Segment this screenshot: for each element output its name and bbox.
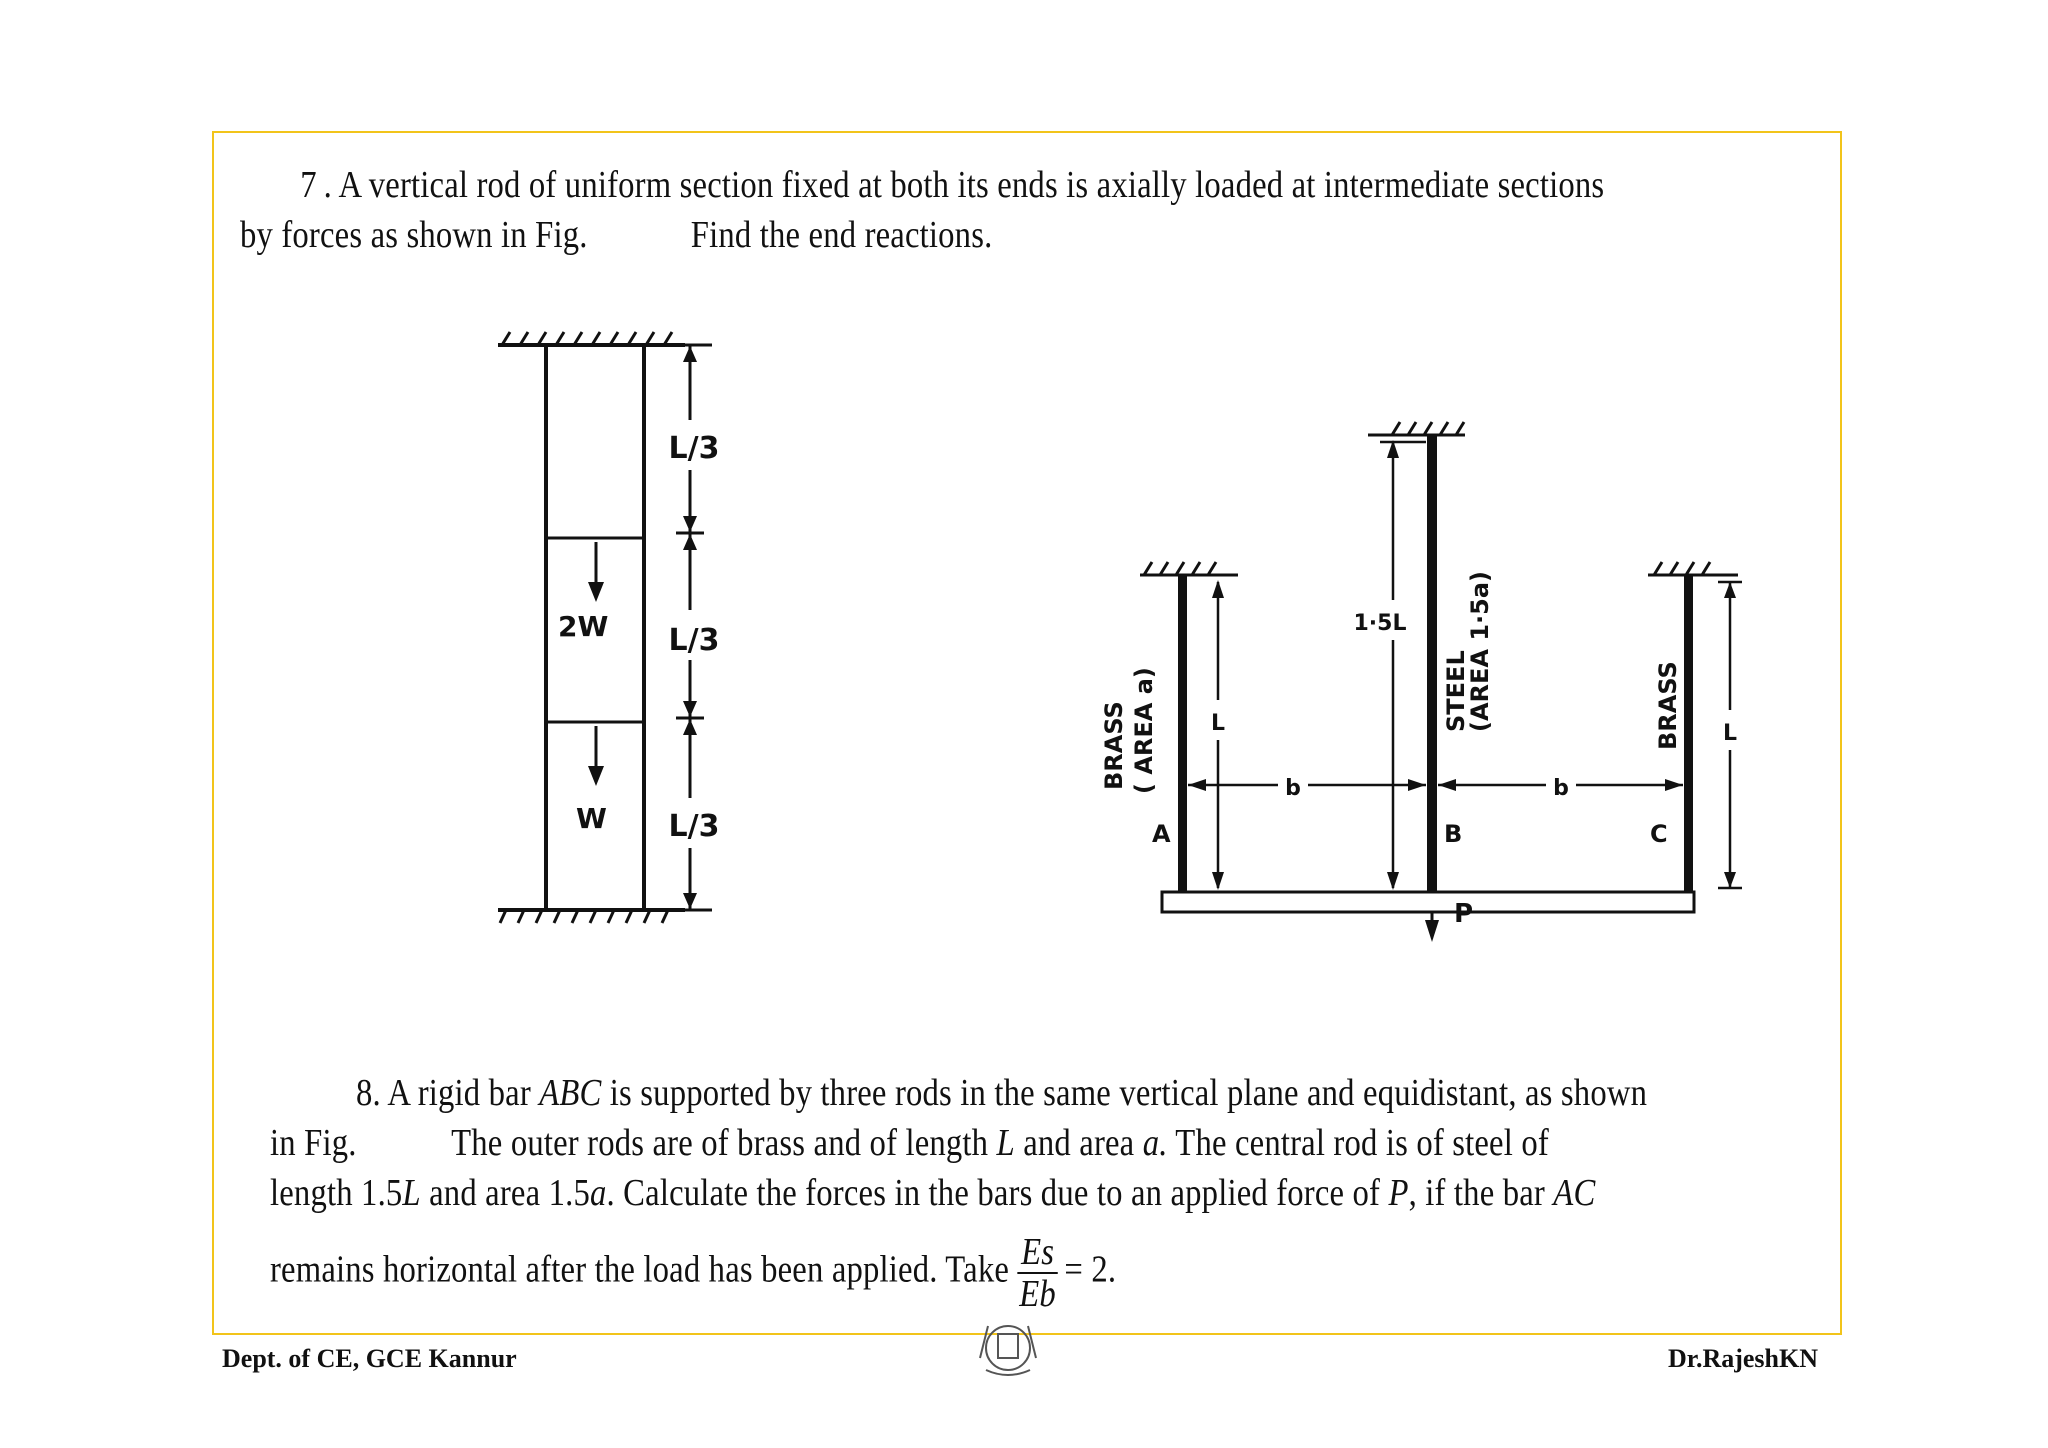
question-8 <box>270 1068 1878 1314</box>
q8-text: = 2. <box>1064 1248 1117 1291</box>
q8-var: P <box>1388 1172 1409 1214</box>
q8-text: in Fig. <box>270 1122 357 1164</box>
load-w-label: W <box>576 802 607 835</box>
load-p-label: P <box>1454 899 1474 929</box>
fraction-numerator: Es <box>1018 1232 1058 1274</box>
point-b-label: B <box>1444 820 1463 848</box>
load-2w-label: 2W <box>558 610 609 643</box>
q7-line1: . A vertical rod of uniform section fixed at both its ends is axially loaded at intermediate sections <box>323 164 1605 206</box>
dim-bot-label: L/3 <box>668 809 720 844</box>
q8-text: length 1.5 <box>270 1172 403 1214</box>
q8-var: a. <box>1142 1122 1168 1164</box>
right-length-label: L <box>1722 721 1738 746</box>
q8-number: 8 <box>356 1072 373 1114</box>
figure-7-fixed-rod <box>480 320 800 960</box>
q8-text: and area 1.5 <box>420 1172 590 1214</box>
q8-text: and area <box>1014 1122 1143 1164</box>
modulus-ratio-fraction <box>1018 1232 1058 1314</box>
q8-text: . Calculate the forces in the bars due to an applied force of <box>606 1172 1389 1214</box>
q8-var: L <box>996 1122 1015 1164</box>
fraction-denominator: Eb <box>1019 1273 1056 1315</box>
footer-author: Dr.RajeshKN <box>1668 1344 1818 1373</box>
q7-line2a: by forces as shown in Fig. <box>240 214 588 256</box>
q8-text: . A rigid bar <box>372 1072 540 1114</box>
center-rod-label: STEEL <box>1442 650 1470 732</box>
q8-var: a <box>589 1172 607 1214</box>
center-rod-area: (AREA 1·5a) <box>1466 570 1494 732</box>
college-logo-icon <box>972 1318 1044 1382</box>
point-c-label: C <box>1650 820 1668 848</box>
right-rod-label: BRASS <box>1654 661 1682 750</box>
left-length-label: L <box>1210 711 1226 736</box>
q8-var: L <box>402 1172 421 1214</box>
q7-line2b: Find the end reactions. <box>690 214 993 256</box>
q8-var: AC <box>1553 1172 1596 1214</box>
q8-text: is supported by three rods in the same vertical plane and equidistant, as shown <box>601 1072 1648 1114</box>
q8-abc: ABC <box>539 1072 602 1114</box>
point-a-label: A <box>1152 820 1171 848</box>
spacing-left-label: b <box>1285 776 1301 801</box>
dim-top-label: L/3 <box>668 431 720 466</box>
left-rod-label: BRASS <box>1100 701 1128 790</box>
footer-department: Dept. of CE, GCE Kannur <box>222 1344 517 1373</box>
figure-8-rigid-bar <box>1090 410 1738 950</box>
q8-text: The central rod is of steel of <box>1167 1122 1549 1164</box>
center-length-label: 1·5L <box>1353 611 1407 636</box>
q8-text: The outer rods are of brass and of length <box>451 1122 997 1164</box>
q8-text: , if the bar <box>1408 1172 1554 1214</box>
q8-text: remains horizontal after the load has been applied. Take <box>270 1248 1010 1291</box>
q7-number: 7 <box>300 164 317 206</box>
spacing-right-label: b <box>1553 776 1569 801</box>
dim-mid-label: L/3 <box>668 623 720 658</box>
question-7 <box>240 160 1853 260</box>
left-rod-area: ( AREA a) <box>1130 667 1158 794</box>
